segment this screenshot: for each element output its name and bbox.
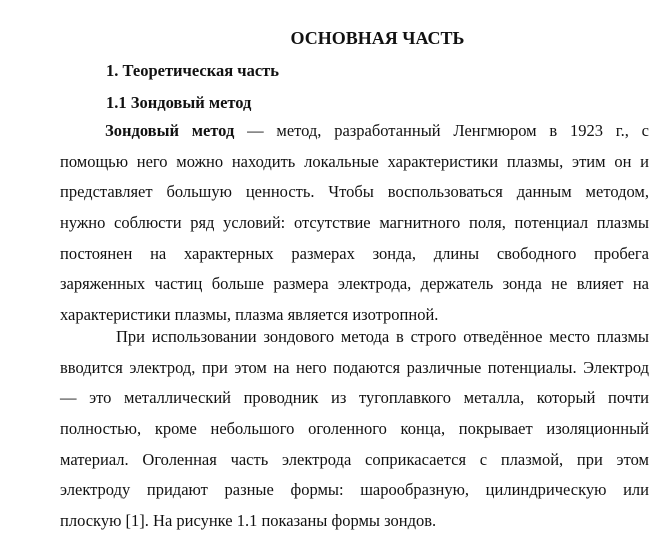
page-title: ОСНОВНАЯ ЧАСТЬ <box>290 28 465 48</box>
paragraph-line: вводится электрод, при этом на него подаются различные потенциалы. Электрод <box>60 357 649 377</box>
paragraph-2 <box>60 322 649 537</box>
paragraph-line: материал. Оголенная часть электрода соприкасается с плазмой, при этом <box>60 449 649 469</box>
paragraph-line: помощью него можно находить локальные характеристики плазмы, этим он и <box>60 151 649 171</box>
paragraph-line: характеристики плазмы, плазма является изотропной. <box>60 305 439 325</box>
paragraph-line <box>60 116 649 147</box>
paragraph-line: постоянен на характерных размерах зонда, длины свободного пробега <box>60 243 649 263</box>
defined-term: Зондовый метод <box>105 121 235 140</box>
paragraph-line: заряженных частиц больше размера электрода, держатель зонда не влияет на <box>60 274 649 294</box>
paragraph-line: нужно соблюсти ряд условий: отсутствие магнитного поля, потенциал плазмы <box>60 213 649 233</box>
paragraph-text: — метод, разработанный Ленгмюром в 1923 г., с <box>234 121 649 140</box>
paragraph-1 <box>60 116 649 331</box>
subsection-heading: 1.1 Зондовый метод <box>106 93 252 112</box>
section-heading: 1. Теоретическая часть <box>106 61 279 80</box>
paragraph-line: При использовании зондового метода в строго отведённое место плазмы <box>116 327 649 346</box>
paragraph-line: — это металлический проводник из тугоплавкого металла, который почти <box>60 388 649 408</box>
paragraph-line: электроду придают разные формы: шарообразную, цилиндрическую или <box>60 480 649 500</box>
paragraph-line: полностью, кроме небольшого оголенного конца, покрывает изоляционный <box>60 419 649 439</box>
paragraph-line: плоскую [1]. На рисунке 1.1 показаны формы зондов. <box>60 511 437 531</box>
paragraph-line: представляет большую ценность. Чтобы воспользоваться данным методом, <box>60 182 649 202</box>
